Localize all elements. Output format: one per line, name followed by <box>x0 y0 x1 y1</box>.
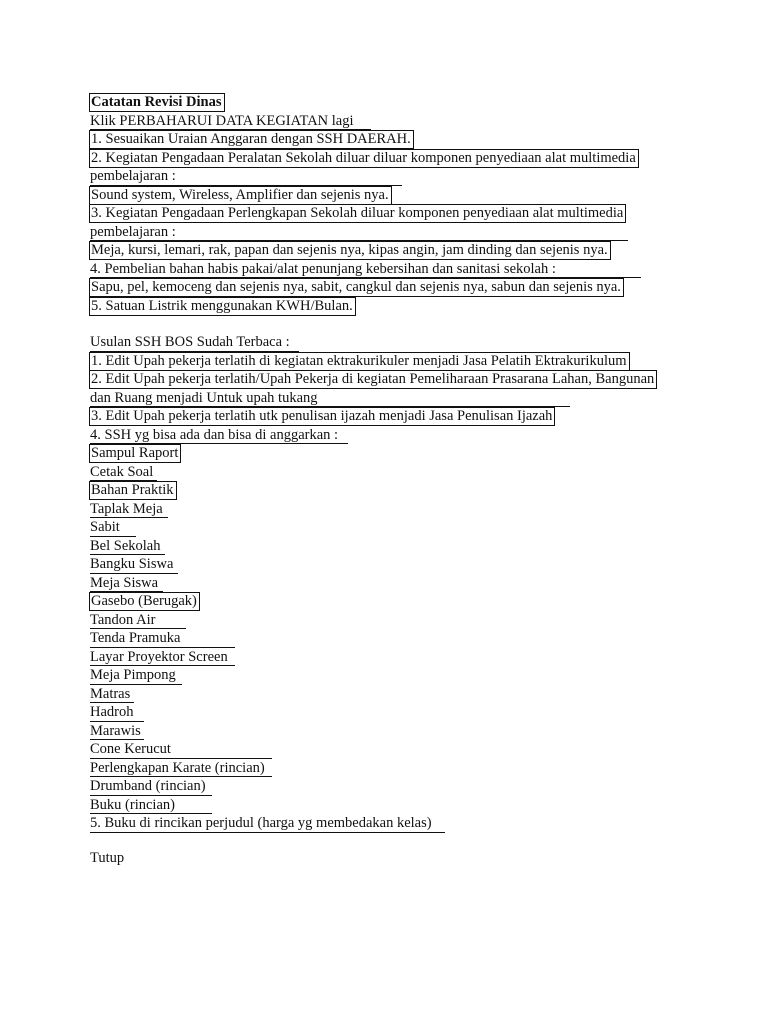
ssh-item <box>90 574 690 593</box>
list-item <box>90 149 690 168</box>
ssh-item <box>90 648 690 667</box>
ssh-item-label: Matras <box>90 685 131 702</box>
note-line: 2. Edit Upah pekerja terlatih/Upah Pekerja di kegiatan Pemeliharaan Prasarana Lahan, Bangunan <box>89 370 657 389</box>
list-item <box>90 112 690 131</box>
ssh-item <box>90 592 690 611</box>
ssh-item <box>90 740 690 759</box>
list-item <box>90 407 690 426</box>
closing-text: Tutup <box>90 850 125 866</box>
list-item <box>90 278 690 297</box>
ssh-item-label: Hadroh <box>90 704 134 720</box>
list-item <box>90 352 690 371</box>
ssh-item-label: Bangku Siswa <box>90 556 174 572</box>
note-line: Sapu, pel, kemoceng dan sejenis nya, sabit, cangkul dan sejenis nya, sabun dan sejenis nya. <box>89 278 624 297</box>
list-item <box>90 426 690 445</box>
ssh-item <box>90 796 690 815</box>
section-title-line <box>90 333 690 352</box>
ssh-item-label: Sampul Raport <box>89 444 181 463</box>
list-item <box>90 204 690 223</box>
list-item <box>90 814 690 833</box>
ssh-item <box>90 500 690 519</box>
ssh-item-label: Gasebo (Berugak) <box>89 592 200 611</box>
ssh-item <box>90 444 690 463</box>
ssh-item-label: Tandon Air <box>90 611 156 628</box>
ssh-item-label: Marawis <box>90 722 141 739</box>
ssh-item <box>90 611 690 630</box>
list-item <box>90 167 690 186</box>
ssh-item <box>90 685 690 704</box>
ssh-item-label: Meja Pimpong <box>90 667 176 683</box>
list-item <box>90 389 690 408</box>
list-item <box>90 186 690 205</box>
list-item <box>90 130 690 149</box>
note-line: Klik PERBAHARUI DATA KEGIATAN lagi <box>90 112 354 129</box>
list-item <box>90 370 690 389</box>
ssh-item-label: Cone Kerucut <box>90 741 171 757</box>
ssh-item-label: Taplak Meja <box>90 500 163 517</box>
ssh-item <box>90 629 690 648</box>
note-line: 1. Edit Upah pekerja terlatih di kegiatan ektrakurikuler menjadi Jasa Pelatih Ektrakurikulum <box>89 352 630 371</box>
note-line: 4. SSH yg bisa ada dan bisa di anggarkan : <box>90 426 339 443</box>
ssh-item-label: Cetak Soal <box>90 463 154 480</box>
section-title-line <box>90 93 690 112</box>
ssh-item-label: Perlengkapan Karate (rincian) <box>90 759 265 776</box>
ssh-item-label: Bel Sekolah <box>90 537 161 554</box>
note-line: 3. Kegiatan Pengadaan Perlengkapan Sekolah diluar komponen penyediaan alat multimedia <box>89 204 626 223</box>
section-revisi-dinas <box>90 93 690 315</box>
note-line: 3. Edit Upah pekerja terlatih utk penulisan ijazah menjadi Jasa Penulisan Ijazah <box>89 407 555 426</box>
ssh-item <box>90 463 690 482</box>
note-line: 4. Pembelian bahan habis pakai/alat penunjang kebersihan dan sanitasi sekolah : <box>90 260 556 277</box>
note-line: 5. Satuan Listrik menggunakan KWH/Bulan. <box>89 297 356 316</box>
ssh-item <box>90 666 690 685</box>
ssh-item <box>90 722 690 741</box>
ssh-item-label: Sabit <box>90 519 120 535</box>
ssh-item-label: Drumband (rincian) <box>90 778 206 794</box>
ssh-item-label: Buku (rincian) <box>90 796 175 813</box>
note-line: Meja, kursi, lemari, rak, papan dan sejenis nya, kipas angin, jam dinding dan sejenis nya. <box>89 241 611 260</box>
list-item <box>90 241 690 260</box>
ssh-item-label: Meja Siswa <box>90 574 159 591</box>
note-line: pembelajaran : <box>90 223 176 240</box>
ssh-item <box>90 759 690 778</box>
ssh-item <box>90 555 690 574</box>
section-usulan-ssh <box>90 333 690 833</box>
ssh-item-label: Tenda Pramuka <box>90 630 181 646</box>
note-line: dan Ruang menjadi Untuk upah tukang <box>90 389 318 406</box>
ssh-item <box>90 481 690 500</box>
note-line: 1. Sesuaikan Uraian Anggaran dengan SSH DAERAH. <box>89 130 414 149</box>
note-line: 2. Kegiatan Pengadaan Peralatan Sekolah diluar diluar komponen penyediaan alat multimedia <box>89 149 639 168</box>
section-title: Usulan SSH BOS Sudah Terbaca : <box>90 334 290 350</box>
list-item <box>90 223 690 242</box>
ssh-item <box>90 777 690 796</box>
list-item <box>90 260 690 279</box>
ssh-item-label: Layar Proyektor Screen <box>90 648 228 665</box>
ssh-item <box>90 703 690 722</box>
ssh-item <box>90 518 690 537</box>
section-title: Catatan Revisi Dinas <box>89 93 225 112</box>
note-line: pembelajaran : <box>90 168 176 184</box>
note-line: 5. Buku di rincikan perjudul (harga yg membedakan kelas) <box>90 815 432 831</box>
ssh-item-label: Bahan Praktik <box>89 481 177 500</box>
list-item <box>90 297 690 316</box>
ssh-item <box>90 537 690 556</box>
note-line: Sound system, Wireless, Amplifier dan sejenis nya. <box>89 186 392 205</box>
